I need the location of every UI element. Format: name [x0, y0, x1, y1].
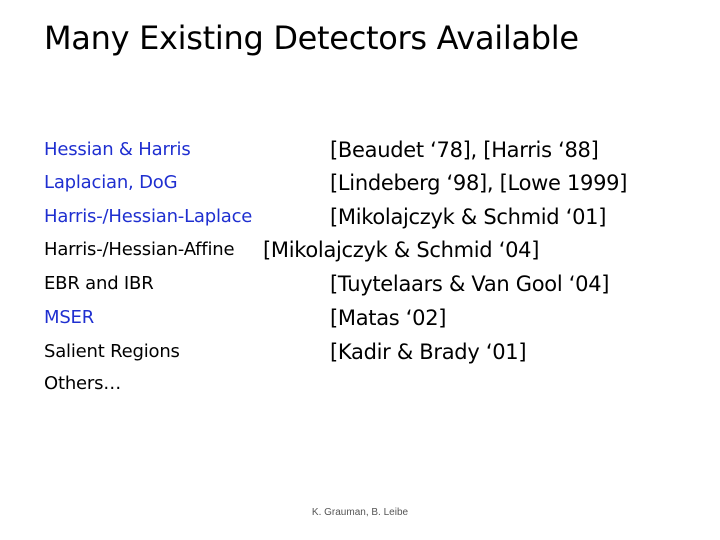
detector-reference: [Mikolajczyk & Schmid ‘01]: [330, 205, 607, 229]
detector-row-others: [0, 365, 720, 399]
detector-row-mser: [0, 299, 720, 333]
detector-row-harris-hessian-laplace: [0, 198, 720, 232]
detector-reference: [Beaudet ‘78], [Harris ‘88]: [330, 138, 599, 162]
detector-row-laplacian-dog: [0, 164, 720, 198]
detector-name: Others…: [44, 373, 122, 394]
detector-name: EBR and IBR: [44, 273, 154, 294]
detector-reference: [Kadir & Brady ‘01]: [330, 340, 527, 364]
detector-row-harris-hessian-affine: [0, 231, 720, 265]
detector-reference: [Matas ‘02]: [330, 306, 447, 330]
detector-reference: [Lindeberg ‘98], [Lowe 1999]: [330, 171, 628, 195]
slide-title: Many Existing Detectors Available: [44, 19, 579, 57]
detector-row-salient-regions: [0, 333, 720, 367]
detector-name: Salient Regions: [44, 341, 180, 362]
detector-reference: [Tuytelaars & Van Gool ‘04]: [330, 272, 610, 296]
slide-footer-credit: K. Grauman, B. Leibe: [311, 507, 409, 518]
detector-name: Harris-/Hessian-Affine: [44, 239, 235, 260]
detector-row-hessian-harris: [0, 131, 720, 165]
detector-name-link[interactable]: Hessian & Harris: [44, 139, 191, 160]
detector-name-link[interactable]: MSER: [44, 307, 95, 328]
detector-name-link[interactable]: Harris-/Hessian-Laplace: [44, 206, 253, 227]
detector-name-link[interactable]: Laplacian, DoG: [44, 172, 178, 193]
detector-reference: [Mikolajczyk & Schmid ‘04]: [263, 238, 540, 262]
detector-row-ebr-ibr: [0, 265, 720, 299]
